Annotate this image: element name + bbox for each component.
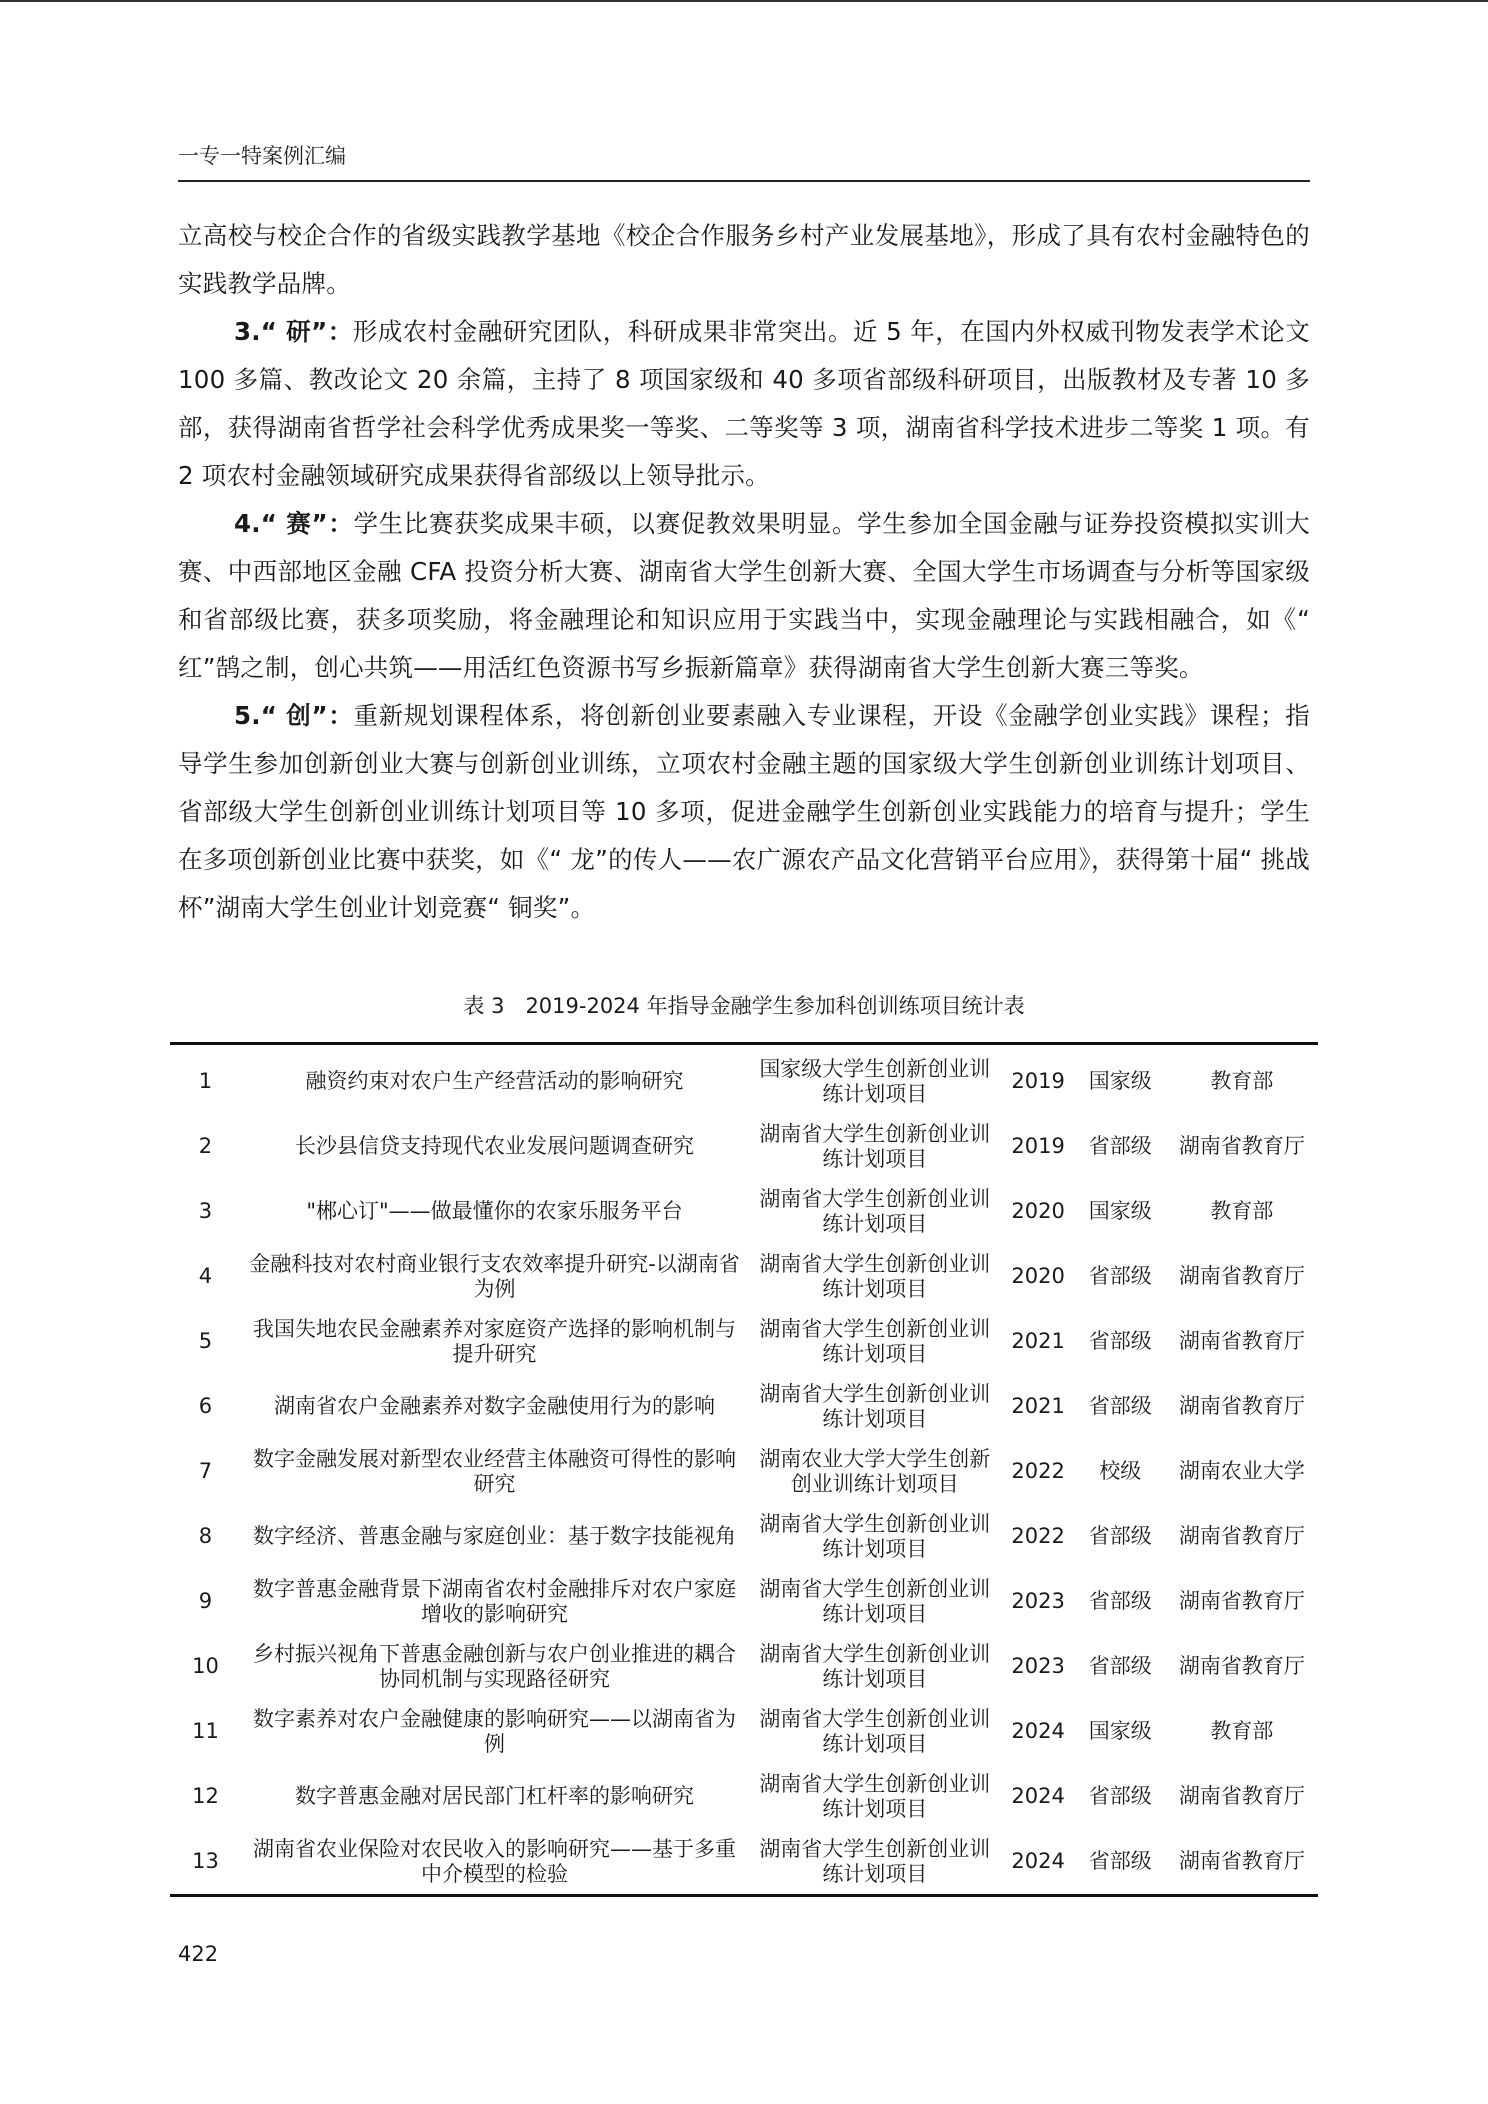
- cell-no: 2: [198, 1134, 213, 1158]
- cell-no: 12: [192, 1784, 219, 1808]
- cell-level: 省部级: [1088, 1849, 1152, 1873]
- cell-no: 4: [198, 1264, 213, 1288]
- cell-title: 乡村振兴视角下普惠金融创新与农户创业推进的耦合协同机制与实现路径研究: [253, 1641, 737, 1691]
- cell-no: 11: [192, 1719, 219, 1743]
- cell-year: 2019: [1011, 1134, 1065, 1158]
- cell-no: 13: [192, 1849, 219, 1873]
- cell-type: 湖南省大学生创新创业训练计划项目: [759, 1836, 991, 1886]
- table-row: [170, 1374, 1318, 1439]
- cell-level: 省部级: [1088, 1264, 1152, 1288]
- paragraph-heading: 3.“ 研”：: [234, 317, 353, 346]
- cell-level: 省部级: [1088, 1654, 1152, 1678]
- cell-title: 长沙县信贷支持现代农业发展问题调查研究: [295, 1134, 695, 1158]
- cell-type: 湖南省大学生创新创业训练计划项目: [759, 1316, 991, 1366]
- cell-type: 湖南省大学生创新创业训练计划项目: [759, 1186, 991, 1236]
- cell-level: 省部级: [1088, 1524, 1152, 1548]
- cell-dept: 教育部: [1210, 1199, 1274, 1223]
- cell-title: 湖南省农户金融素养对数字金融使用行为的影响: [274, 1394, 716, 1418]
- cell-year: 2023: [1011, 1654, 1065, 1678]
- cell-no: 10: [192, 1654, 219, 1678]
- cell-year: 2020: [1011, 1199, 1065, 1223]
- cell-type: 湖南省大学生创新创业训练计划项目: [759, 1381, 991, 1431]
- body-text: [178, 212, 1310, 932]
- paragraph-research: [178, 308, 1310, 500]
- cell-no: 7: [198, 1459, 213, 1483]
- table-row: [170, 1309, 1318, 1374]
- table-row: [170, 1504, 1318, 1569]
- cell-no: 8: [198, 1524, 213, 1548]
- table-row: [170, 1114, 1318, 1179]
- table-row: [170, 1179, 1318, 1244]
- cell-title: 数字普惠金融背景下湖南省农村金融排斥对农户家庭增收的影响研究: [253, 1576, 737, 1626]
- table-row: [170, 1439, 1318, 1504]
- cell-title: 湖南省农业保险对农民收入的影响研究——基于多重中介模型的检验: [253, 1836, 737, 1886]
- cell-year: 2024: [1011, 1719, 1065, 1743]
- cell-year: 2019: [1011, 1069, 1065, 1093]
- cell-type: 湖南省大学生创新创业训练计划项目: [759, 1706, 991, 1756]
- cell-year: 2024: [1011, 1784, 1065, 1808]
- cell-no: 6: [198, 1394, 213, 1418]
- cell-type: 湖南农业大学大学生创新创业训练计划项目: [759, 1446, 991, 1496]
- cell-dept: 湖南省教育厅: [1178, 1134, 1305, 1158]
- cell-no: 3: [198, 1199, 213, 1223]
- cell-year: 2022: [1011, 1524, 1065, 1548]
- running-header: 一专一特案例汇编: [178, 140, 1310, 182]
- paragraph-competition: [178, 500, 1310, 692]
- table-row: [170, 1569, 1318, 1634]
- cell-title: 融资约束对农户生产经营活动的影响研究: [305, 1069, 684, 1093]
- table-row: [170, 1829, 1318, 1896]
- table-row: [170, 1634, 1318, 1699]
- cell-year: 2023: [1011, 1589, 1065, 1613]
- cell-year: 2024: [1011, 1849, 1065, 1873]
- cell-level: 省部级: [1088, 1589, 1152, 1613]
- table-row: [170, 1044, 1318, 1115]
- cell-year: 2022: [1011, 1459, 1065, 1483]
- table-row: [170, 1244, 1318, 1309]
- paragraph-heading: 4.“ 赛”：: [234, 509, 354, 538]
- cell-dept: 教育部: [1210, 1069, 1274, 1093]
- cell-type: 湖南省大学生创新创业训练计划项目: [759, 1511, 991, 1561]
- paragraph-heading: 5.“ 创”：: [234, 701, 354, 730]
- cell-level: 校级: [1099, 1459, 1142, 1483]
- cell-year: 2021: [1011, 1329, 1065, 1353]
- cell-level: 省部级: [1088, 1394, 1152, 1418]
- cell-dept: 湖南省教育厅: [1178, 1654, 1305, 1678]
- cell-title: 数字经济、普惠金融与家庭创业：基于数字技能视角: [253, 1524, 737, 1548]
- page-number: 422: [178, 1942, 219, 1966]
- cell-year: 2021: [1011, 1394, 1065, 1418]
- cell-level: 国家级: [1088, 1199, 1152, 1223]
- cell-year: 2020: [1011, 1264, 1065, 1288]
- cell-dept: 湖南省教育厅: [1178, 1784, 1305, 1808]
- cell-title: 金融科技对农村商业银行支农效率提升研究-以湖南省为例: [249, 1251, 740, 1301]
- cell-dept: 湖南省教育厅: [1178, 1849, 1305, 1873]
- cell-no: 9: [198, 1589, 213, 1613]
- cell-level: 国家级: [1088, 1719, 1152, 1743]
- cell-dept: 湖南省教育厅: [1178, 1524, 1305, 1548]
- cell-dept: 湖南省教育厅: [1178, 1589, 1305, 1613]
- paragraph-text: 重新规划课程体系，将创新创业要素融入专业课程，开设《金融学创业实践》课程；指导学生参加创新创业大赛与创新创业训练，立项农村金融主题的国家级大学生创新创业训练计划项目、省部级大学生创新创业训练计划项目等 10 多项，促进金融学生创新创业实践能力的培育与提升；学生在多项创新创业比赛中获奖，如《“ 龙”的传人——农广源农产品文化营销平台应用》，获得第十届“ 挑战杯”湖南大学生创业计划竞赛“ 铜奖”。: [178, 701, 1310, 922]
- cell-no: 1: [198, 1069, 213, 1093]
- cell-type: 湖南省大学生创新创业训练计划项目: [759, 1576, 991, 1626]
- cell-type: 湖南省大学生创新创业训练计划项目: [759, 1771, 991, 1821]
- cell-level: 省部级: [1088, 1329, 1152, 1353]
- cell-dept: 湖南省教育厅: [1178, 1394, 1305, 1418]
- cell-title: 数字素养对农户金融健康的影响研究——以湖南省为例: [253, 1706, 737, 1756]
- table-row: [170, 1764, 1318, 1829]
- cell-dept: 湖南省教育厅: [1178, 1329, 1305, 1353]
- cell-type: 国家级大学生创新创业训练计划项目: [759, 1056, 991, 1106]
- cell-dept: 教育部: [1210, 1719, 1274, 1743]
- paragraph-0: [178, 212, 1310, 308]
- paragraph-innovation: [178, 692, 1310, 932]
- cell-level: 省部级: [1088, 1784, 1152, 1808]
- paragraph-text: 立高校与校企合作的省级实践教学基地《校企合作服务乡村产业发展基地》，形成了具有农村金融特色的实践教学品牌。: [178, 221, 1310, 298]
- paragraph-text: 形成农村金融研究团队，科研成果非常突出。近 5 年，在国内外权威刊物发表学术论文 100 多篇、教改论文 20 余篇，主持了 8 项国家级和 40 多项省部级科研项目，出版教材及专著 10 多部，获得湖南省哲学社会科学优秀成果奖一等奖、二等奖等 3 项，湖南省科学技术进步二等奖 1 项。有 2 项农村金融领域研究成果获得省部级以上领导批示。: [178, 317, 1310, 490]
- cell-title: 数字金融发展对新型农业经营主体融资可得性的影响研究: [253, 1446, 737, 1496]
- page-top-border: [0, 0, 1488, 2]
- cell-no: 5: [198, 1329, 213, 1353]
- cell-type: 湖南省大学生创新创业训练计划项目: [759, 1121, 991, 1171]
- cell-title: 我国失地农民金融素养对家庭资产选择的影响机制与提升研究: [253, 1316, 737, 1366]
- table-caption: 表 3 2019-2024 年指导金融学生参加科创训练项目统计表: [463, 994, 1025, 1018]
- paragraph-text: 学生比赛获奖成果丰硕，以赛促教效果明显。学生参加全国金融与证券投资模拟实训大赛、中西部地区金融 CFA 投资分析大赛、湖南省大学生创新大赛、全国大学生市场调查与分析等国家级和省部级比赛，获多项奖励，将金融理论和知识应用于实践当中，实现金融理论与实践相融合，如《“ 红”鹄之制，创心共筑——用活红色资源书写乡振新篇章》获得湖南省大学生创新大赛三等奖。: [178, 509, 1310, 682]
- project-table: [170, 1042, 1318, 1897]
- cell-type: 湖南省大学生创新创业训练计划项目: [759, 1251, 991, 1301]
- cell-type: 湖南省大学生创新创业训练计划项目: [759, 1641, 991, 1691]
- table-row: [170, 1699, 1318, 1764]
- cell-dept: 湖南农业大学: [1178, 1459, 1305, 1483]
- table-body: [170, 1044, 1318, 1896]
- cell-level: 省部级: [1088, 1134, 1152, 1158]
- cell-level: 国家级: [1088, 1069, 1152, 1093]
- cell-dept: 湖南省教育厅: [1178, 1264, 1305, 1288]
- cell-title: "郴心订"——做最懂你的农家乐服务平台: [306, 1199, 683, 1223]
- cell-title: 数字普惠金融对居民部门杠杆率的影响研究: [295, 1784, 695, 1808]
